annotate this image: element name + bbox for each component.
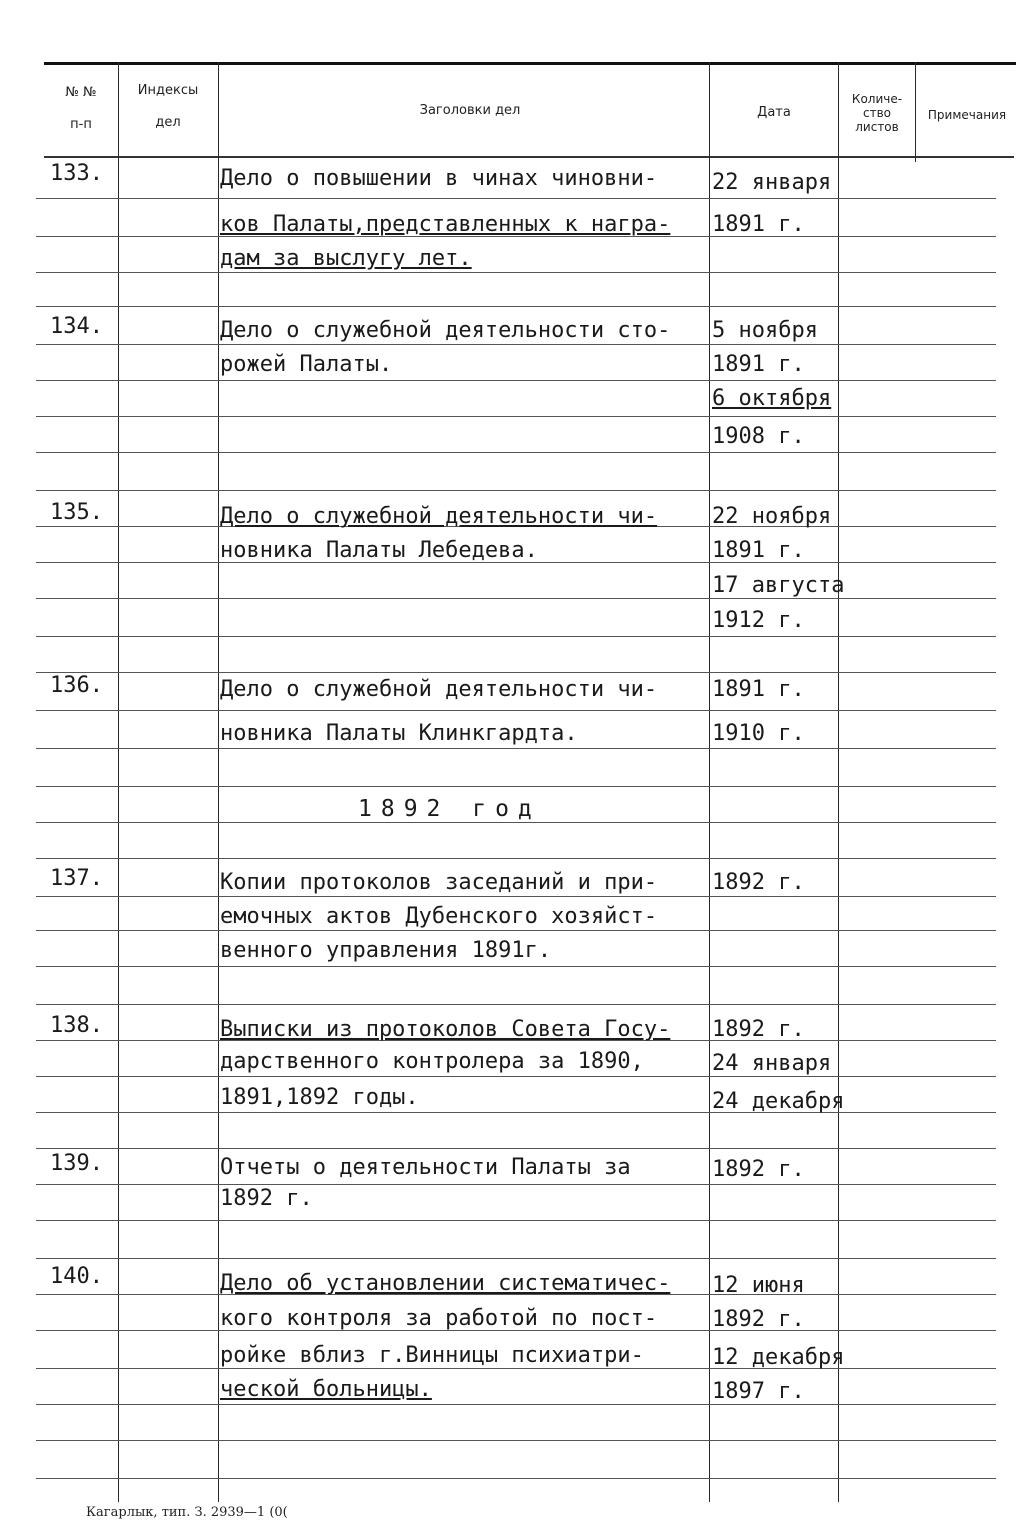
column-divider-notes xyxy=(915,62,916,162)
ruled-line xyxy=(36,1004,996,1005)
entry-134-date-1: 5 ноября xyxy=(712,318,818,343)
entry-140-number: 140. xyxy=(50,1264,103,1289)
entry-140-date-2: 1892 г. xyxy=(712,1307,805,1332)
ruled-line xyxy=(36,452,996,453)
ruled-line xyxy=(36,1112,996,1113)
entry-135-date-2: 1891 г. xyxy=(712,538,805,563)
entry-138-title-line-1: Выписки из протоколов Совета Госу- xyxy=(220,1017,671,1042)
entry-138-title-line-3: 1891,1892 годы. xyxy=(220,1085,419,1110)
entry-135-title-line-1: Дело о служебной деятельности чи- xyxy=(220,504,658,529)
ruled-line xyxy=(36,822,996,823)
entry-134-title-line-2: рожей Палаты. xyxy=(220,352,393,377)
ruled-line xyxy=(36,1184,996,1185)
entry-137-title-line-2: емочных актов Дубенского хозяйст- xyxy=(220,904,658,929)
ruled-line xyxy=(36,748,996,749)
entry-138-date-3: 24 декабря xyxy=(712,1089,845,1114)
ruled-line xyxy=(36,930,996,931)
ruled-line xyxy=(36,1220,996,1221)
entry-140-date-1: 12 июня xyxy=(712,1273,805,1298)
ruled-line xyxy=(36,1368,996,1369)
column-divider-date xyxy=(709,62,710,1502)
ruled-line xyxy=(36,636,996,637)
ruled-line xyxy=(36,786,996,787)
ruled-line xyxy=(36,1440,996,1441)
entry-137-date-1: 1892 г. xyxy=(712,870,805,895)
entry-134-date-2: 1891 г. xyxy=(712,352,805,377)
entry-133-title-line-3: дам за выслугу лет. xyxy=(220,246,472,271)
entry-140-title-line-3: ройке вблиз г.Винницы психиатри- xyxy=(220,1343,644,1368)
ruled-line xyxy=(36,1258,996,1259)
entry-140-date-4: 1897 г. xyxy=(712,1379,805,1404)
header-notes: Примечания xyxy=(927,108,1007,122)
entry-138-date-2: 24 января xyxy=(712,1051,832,1076)
column-divider-index xyxy=(118,62,119,1502)
header-bottom-rule xyxy=(44,156,1014,158)
entry-133-date-2: 1891 г. xyxy=(712,212,805,237)
entry-136-title-line-1: Дело о служебной деятельности чи- xyxy=(220,677,658,702)
entry-134-title-line-1: Дело о служебной деятельности сто- xyxy=(220,318,671,343)
entry-135-date-3: 17 августа xyxy=(712,573,845,598)
header-index: Индексы дел xyxy=(137,83,199,130)
entry-133-title-line-1: Дело о повышении в чинах чиновни- xyxy=(220,166,658,191)
printer-imprint: Кагарлык, тип. З. 2939—1 (0( xyxy=(86,1505,288,1520)
ruled-line xyxy=(36,858,996,859)
ruled-line xyxy=(36,896,996,897)
column-divider-title xyxy=(218,62,219,1502)
entry-133-title-line-2: ков Палаты,представленных к награ- xyxy=(220,212,671,237)
ruled-line xyxy=(36,380,996,381)
entry-140-title-line-2: кого контроля за работой по пост- xyxy=(220,1306,658,1331)
entry-135-date-1: 22 ноября xyxy=(712,504,832,529)
entry-139-title-line-1: Отчеты о деятельности Палаты за xyxy=(220,1155,631,1180)
entry-134-number: 134. xyxy=(50,314,103,339)
entry-138-number: 138. xyxy=(50,1013,103,1038)
ruled-line xyxy=(36,710,996,711)
entry-140-title-line-1: Дело об установлении систематичес- xyxy=(220,1271,671,1296)
entry-135-title-line-2: новника Палаты Лебедева. xyxy=(220,538,538,563)
ruled-line xyxy=(36,416,996,417)
header-title: Заголовки дел xyxy=(419,103,521,118)
entry-133-number: 133. xyxy=(50,161,103,186)
entry-140-title-line-4: ческой больницы. xyxy=(220,1377,432,1402)
entry-135-date-4: 1912 г. xyxy=(712,608,805,633)
entry-135-number: 135. xyxy=(50,500,103,525)
entry-136-number: 136. xyxy=(50,673,103,698)
ruled-line xyxy=(36,966,996,967)
column-divider-count xyxy=(838,62,839,1502)
entry-136-date-2: 1910 г. xyxy=(712,721,805,746)
ruled-line xyxy=(36,598,996,599)
entry-136-title-line-2: новника Палаты Клинкгардта. xyxy=(220,721,578,746)
entry-138-title-line-2: дарственного контролера за 1890, xyxy=(220,1049,644,1074)
entry-134-date-4: 1908 г. xyxy=(712,424,805,449)
ruled-line xyxy=(36,672,996,673)
header-num: № № п-п xyxy=(65,85,97,132)
entry-133-date-1: 22 января xyxy=(712,170,832,195)
ruled-line xyxy=(36,1076,996,1077)
entry-138-date-1: 1892 г. xyxy=(712,1017,805,1042)
ruled-line xyxy=(36,344,996,345)
ruled-line xyxy=(36,1478,996,1479)
table-top-rule xyxy=(44,62,1016,65)
ruled-line xyxy=(36,490,996,491)
ruled-line xyxy=(36,272,996,273)
entry-137-number: 137. xyxy=(50,866,103,891)
ruled-line xyxy=(36,1404,996,1405)
header-date: Дата xyxy=(757,105,791,120)
entry-136-date-1: 1891 г. xyxy=(712,677,805,702)
entry-139-title-line-2: 1892 г. xyxy=(220,1186,313,1211)
entry-139-date-1: 1892 г. xyxy=(712,1157,805,1182)
entry-139-number: 139. xyxy=(50,1151,103,1176)
ruled-line xyxy=(36,306,996,307)
year-heading: 1892 год xyxy=(358,796,541,822)
entry-140-date-3: 12 декабря xyxy=(712,1345,845,1370)
ruled-line xyxy=(36,1148,996,1149)
ruled-line xyxy=(36,198,996,199)
entry-137-title-line-3: венного управления 1891г. xyxy=(220,938,552,963)
entry-137-title-line-1: Копии протоколов заседаний и при- xyxy=(220,870,658,895)
header-count: Количе- ство листов xyxy=(851,92,903,134)
entry-134-date-3: 6 октября xyxy=(712,386,832,411)
